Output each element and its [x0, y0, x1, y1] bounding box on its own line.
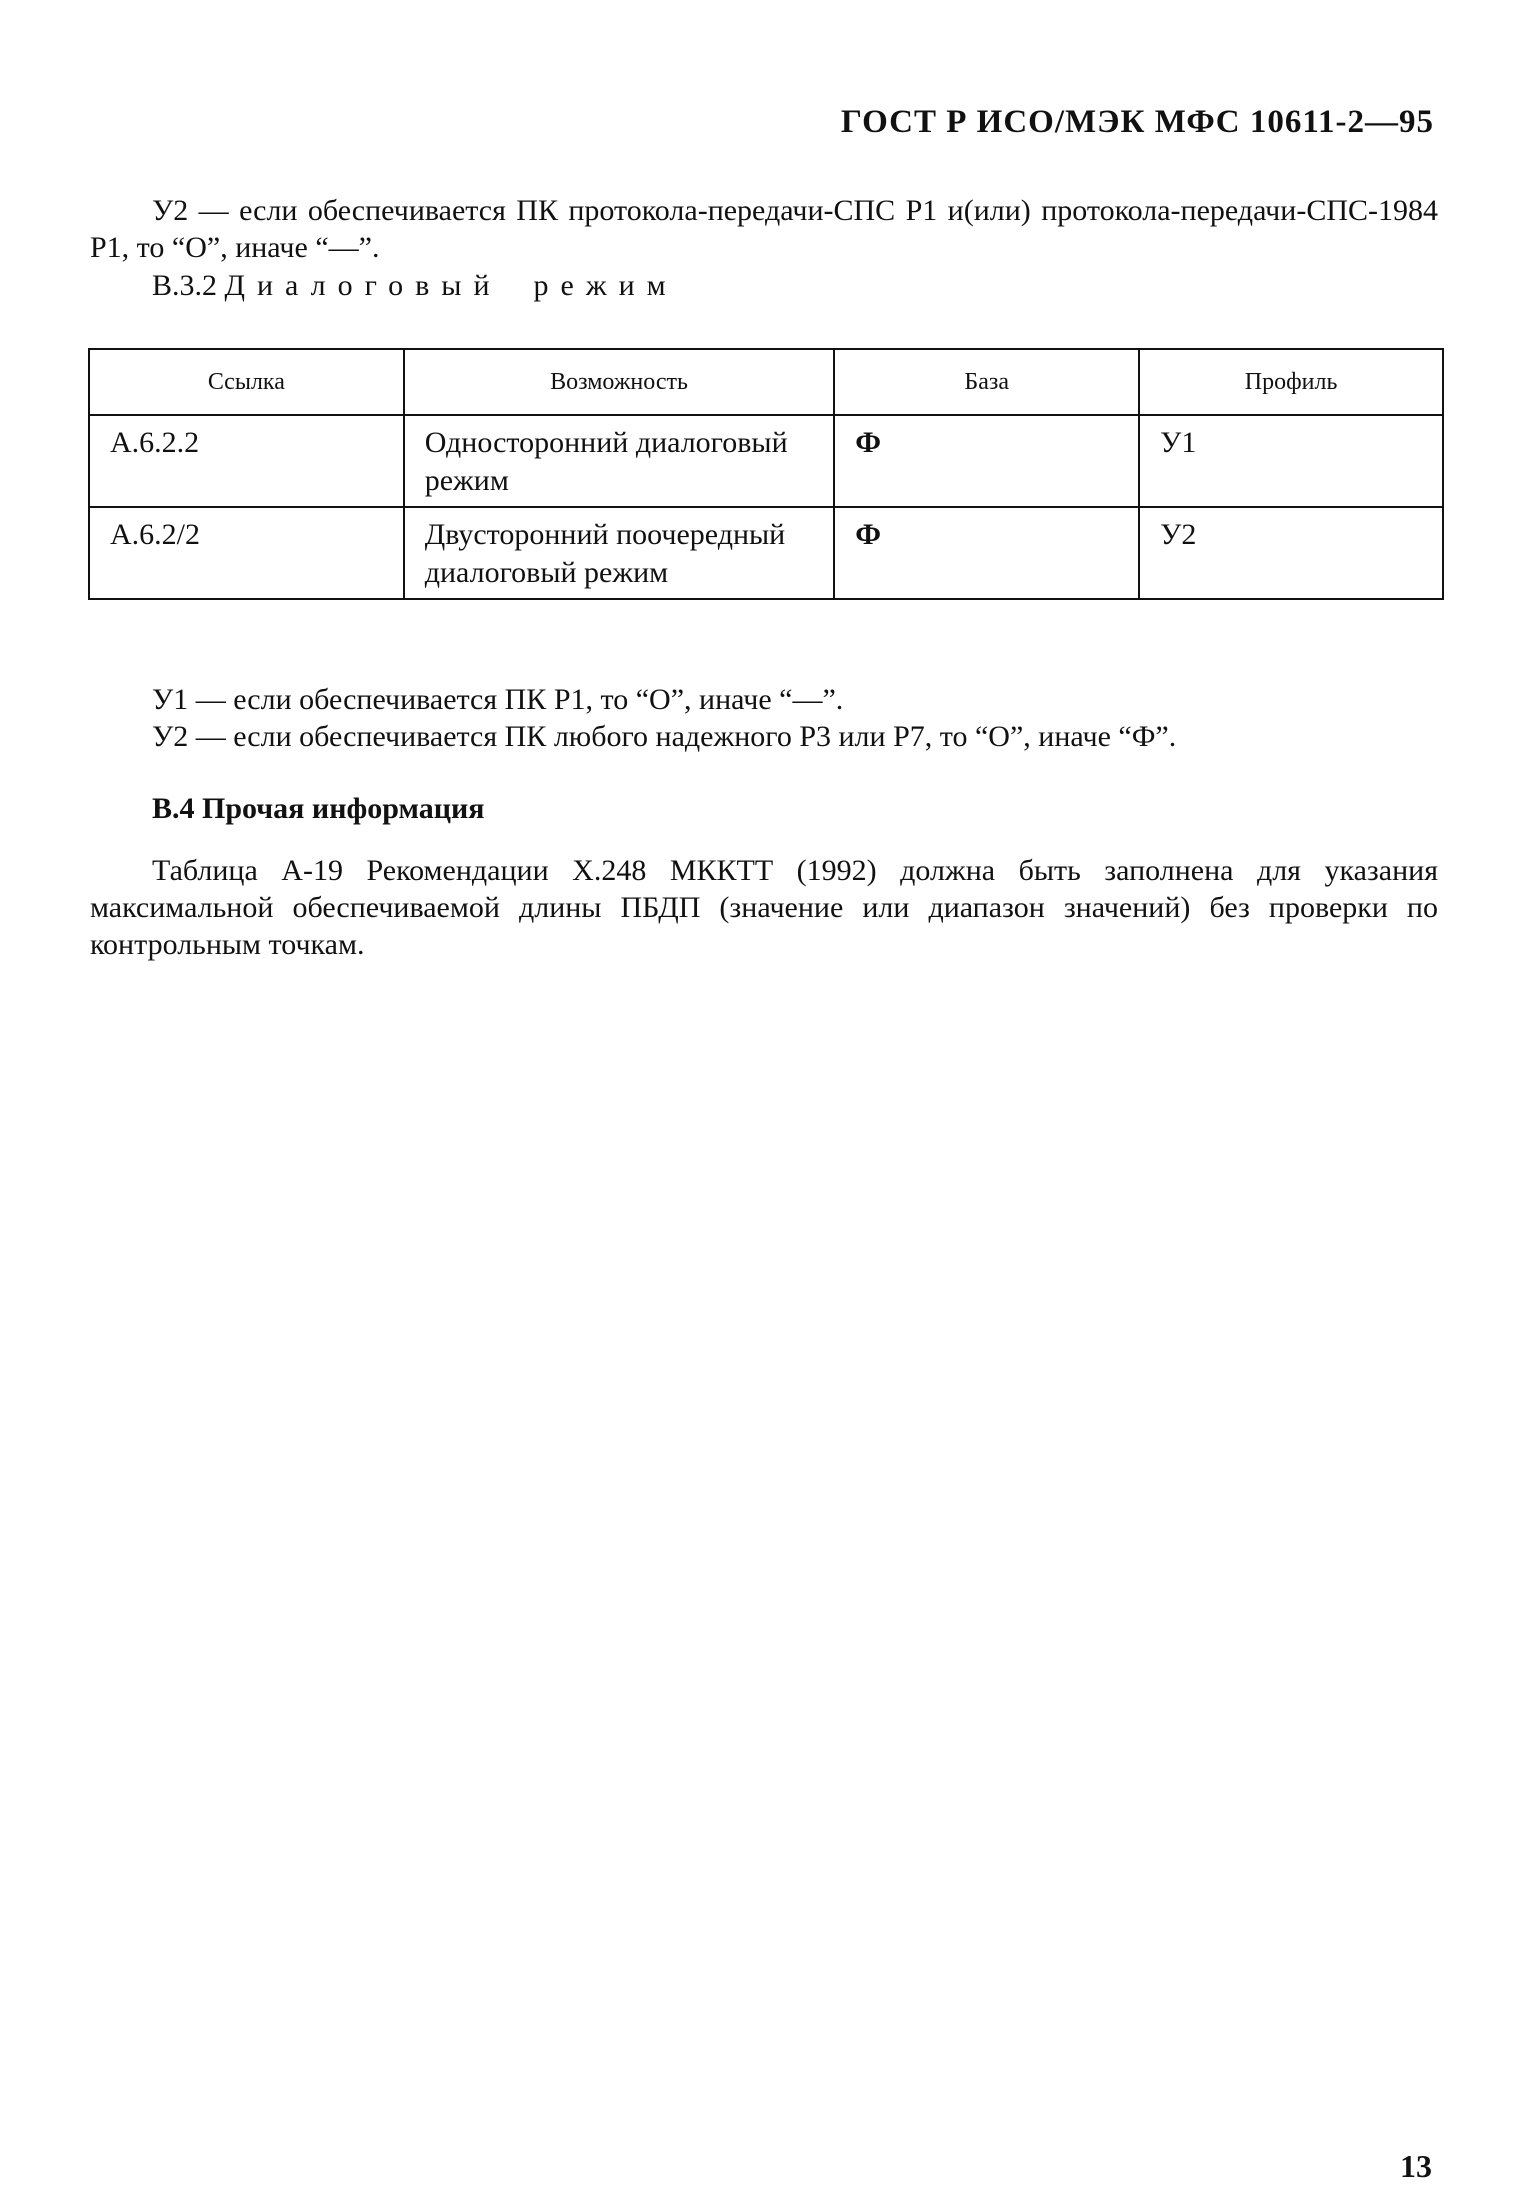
table-row: [89, 507, 1443, 599]
section-b32-number: В.3.2: [152, 269, 218, 302]
cell-ref: А.6.2.2: [89, 415, 404, 507]
cell-profile: У1: [1139, 415, 1443, 507]
cell-capability: Двусторонний поочередный диалоговый режим: [404, 507, 835, 599]
cell-base: Ф: [834, 415, 1139, 507]
section-b4-heading: В.4 Прочая информация: [152, 792, 485, 825]
page-number: 13: [1400, 2148, 1432, 2184]
header-base: База: [834, 349, 1139, 415]
section-b32-title-word1: Диалоговый: [224, 269, 502, 302]
cell-profile: У2: [1139, 507, 1443, 599]
document-header: ГОСТ Р ИСО/МЭК МФС 10611-2—95: [840, 104, 1434, 140]
table-header-row: [89, 349, 1443, 415]
dialogue-mode-table: [88, 348, 1444, 600]
section-b32-heading: [152, 267, 678, 304]
section-b32-title-word2: режим: [533, 269, 678, 302]
header-capability: Возможность: [404, 349, 835, 415]
note-u1: У1 — если обеспечивается ПК Р1, то “О”, иначе “—”.: [152, 683, 844, 716]
table-row: [89, 415, 1443, 507]
cell-capability: Односторонний диалоговый режим: [404, 415, 835, 507]
note-u2: У2 — если обеспечивается ПК любого надежного Р3 или Р7, то “О”, иначе “Ф”.: [152, 720, 1177, 753]
header-profile: Профиль: [1139, 349, 1443, 415]
section-b4-paragraph: Таблица А-19 Рекомендации Х.248 МККТТ (1992) должна быть заполнена для указания максимальной обеспечиваемой длины ПБДП (значение или диапазон значений) без проверки по контрольным точкам.: [90, 854, 1438, 961]
cell-ref: А.6.2/2: [89, 507, 404, 599]
intro-note-paragraph: У2 — если обеспечивается ПК протокола-передачи-СПС Р1 и(или) протокола-передачи-СПС-1984 Р1, то “О”, иначе “—”.: [90, 194, 1438, 264]
header-ref: Ссылка: [89, 349, 404, 415]
cell-base: Ф: [834, 507, 1139, 599]
